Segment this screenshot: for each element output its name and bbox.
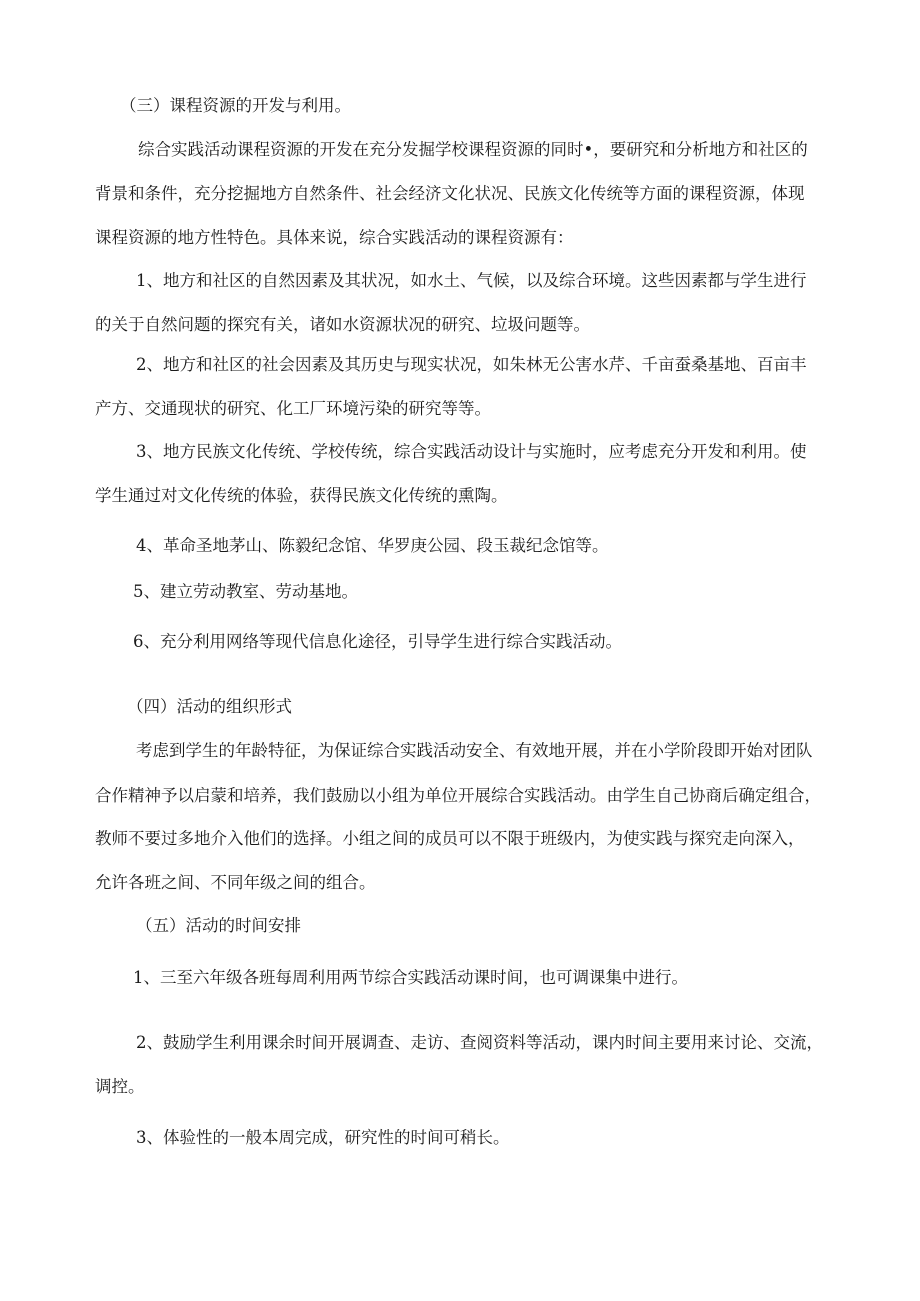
list-item-line: 2、地方和社区的社会因素及其历史与现实状况，如朱林无公害水芹、千亩蚕桑基地、百亩丰 [136, 355, 807, 374]
list-item-line: 6、充分利用网络等现代信息化途径，引导学生进行综合实践活动。 [133, 632, 622, 651]
heading-4: （四）活动的组织形式 [127, 697, 292, 716]
paragraph-line: 合作精神予以启蒙和培养，我们鼓励以小组为单位开展综合实践活动。由学生自己协商后确定组合， [95, 786, 821, 805]
list-item-line: 1、地方和社区的自然因素及其状况，如水土、气候，以及综合环境。这些因素都与学生进行 [136, 271, 807, 290]
paragraph-line: 允许各班之间、不同年级之间的组合。 [95, 873, 376, 892]
list-item-line: 3、地方民族文化传统、学校传统，综合实践活动设计与实施时，应考虑充分开发和利用。使 [136, 442, 807, 461]
list-item-line: 调控。 [95, 1077, 145, 1096]
list-item-line: 5、建立劳动教室、劳动基地。 [133, 582, 358, 601]
heading-5: （五）活动的时间安排 [136, 916, 301, 935]
list-item-line: 2、鼓励学生利用课余时间开展调查、走访、查阅资料等活动，课内时间主要用来讨论、交流， [136, 1033, 823, 1052]
list-item-line: 3、体验性的一般本周完成，研究性的时间可稍长。 [136, 1128, 510, 1147]
paragraph-line: 考虑到学生的年龄特征，为保证综合实践活动安全、有效地开展，并在小学阶段即开始对团队 [136, 741, 813, 760]
list-item-line: 4、革命圣地茅山、陈毅纪念馆、华罗庚公园、段玉裁纪念馆等。 [136, 536, 609, 555]
paragraph-line: 课程资源的地方性特色。具体来说，综合实践活动的课程资源有： [95, 228, 574, 247]
list-item-line: 学生通过对文化传统的体验，获得民族文化传统的熏陶。 [95, 486, 508, 505]
list-item-line: 产方、交通现状的研究、化工厂环境污染的研究等等。 [95, 399, 491, 418]
heading-3: （三）课程资源的开发与利用。 [120, 96, 351, 115]
list-item-line: 的关于自然问题的探究有关，诸如水资源状况的研究、垃圾问题等。 [95, 315, 590, 334]
paragraph-line: 教师不要过多地介入他们的选择。小组之间的成员可以不限于班级内，为使实践与探究走向深入， [95, 829, 805, 848]
paragraph-line: 背景和条件，充分挖掘地方自然条件、社会经济文化状况、民族文化传统等方面的课程资源，体现 [95, 184, 805, 203]
paragraph-line: 综合实践活动课程资源的开发在充分发掘学校课程资源的同时•，要研究和分析地方和社区的 [138, 140, 808, 159]
list-item-line: 1、三至六年级各班每周利用两节综合实践活动课时间，也可调课集中进行。 [133, 968, 688, 987]
